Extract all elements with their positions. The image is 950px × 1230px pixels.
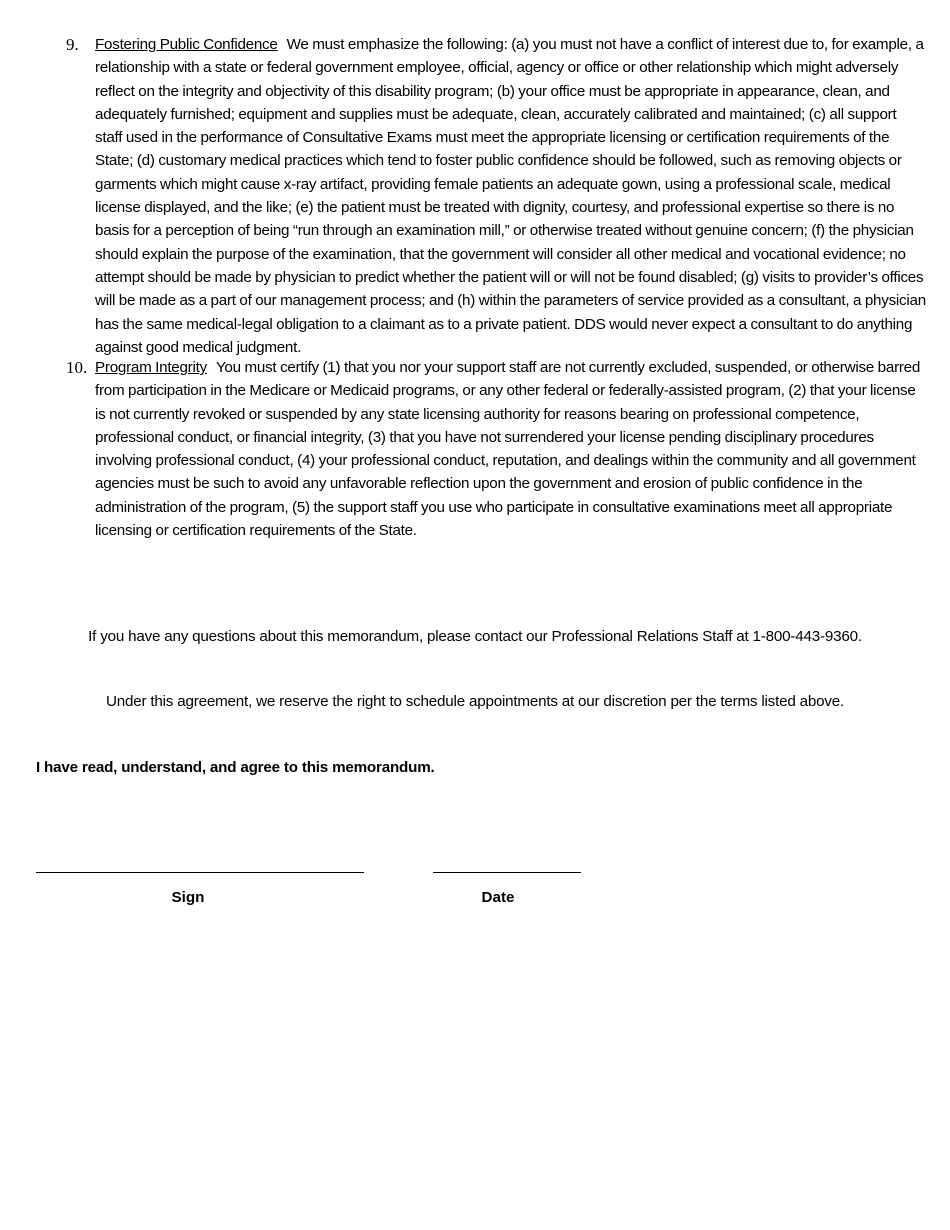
- date-label: Date: [481, 889, 515, 906]
- item-number: 10.: [66, 358, 88, 377]
- item-text: We must emphasize the following: (a) you must not have a conflict of interest due to, for example, a relationship with a state or federal government employee, official, agency or office or other relationship which might adversely reflect on the integrity and objectivity of this disability program; (b) your office must be appropriate in appearance, clean, and adequately furnished; equipment and supplies must be adequate, clean, accurately calibrated and maintained; (c) all support staff used in the performance of Consultative Exams must meet the appropriate licensing or certification requirements of the State; (d) customary medical practices which tend to foster public confidence should be followed, such as removing objects or garments which might cause x-ray artifact, providing female patients an adequate gown, using a professional scale, medical license displayed, and the like; (e) the patient must be treated with dignity, courtesy, and professional expertise so there is no basis for a perception of being “run through an examination mill,” or otherwise treated without genuine concern; (f) the physician should explain the purpose of the examination, that the government will consider all other medical and vocational evidence; no attempt should be made by physician to predict whether the patient will or will not be found disabled; (g) visits to provider’s offices will be made as a part of our management process; and (h) within the parameters of service provided as a consultant, a physician has the same medical-legal obligation to a claimant as to a private patient. DDS would never expect a consultant to do anything against good medical judgment.: [95, 36, 926, 356]
- item-body: [95, 356, 927, 542]
- item-heading: Fostering Public Confidence: [95, 36, 278, 53]
- sign-label: Sign: [171, 889, 205, 906]
- item-body: [95, 33, 927, 359]
- item-text: You must certify (1) that you nor your support staff are not currently excluded, suspended, or otherwise barred from participation in the Medicare or Medicaid programs, or any other federal or federally-assisted program, (2) that your license is not currently revoked or suspended by any state licensing authority for reasons bearing on professional competence, professional conduct, or financial integrity, (3) that you have not surrendered your license pending disciplinary procedures involving professional conduct, (4) your professional conduct, reputation, and dealings within the community and all government agencies must be such to avoid any unfavorable reflection upon the government and erosion of public confidence in the administration of the program, (5) the support staff you use who participate in consultative examinations meet all appropriate licensing or certification requirements of the State.: [95, 359, 921, 540]
- agreement-line: Under this agreement, we reserve the right to schedule appointments at our discretion per the terms listed above.: [105, 693, 845, 710]
- item-number: 9.: [66, 35, 79, 54]
- date-line[interactable]: [433, 872, 581, 873]
- item-heading: Program Integrity: [95, 359, 207, 376]
- contact-line: If you have any questions about this memorandum, please contact our Professional Relations Staff at 1-800-443-9360.: [88, 628, 862, 645]
- signature-line[interactable]: [36, 872, 364, 873]
- acknowledgement-statement: I have read, understand, and agree to this memorandum.: [36, 759, 435, 776]
